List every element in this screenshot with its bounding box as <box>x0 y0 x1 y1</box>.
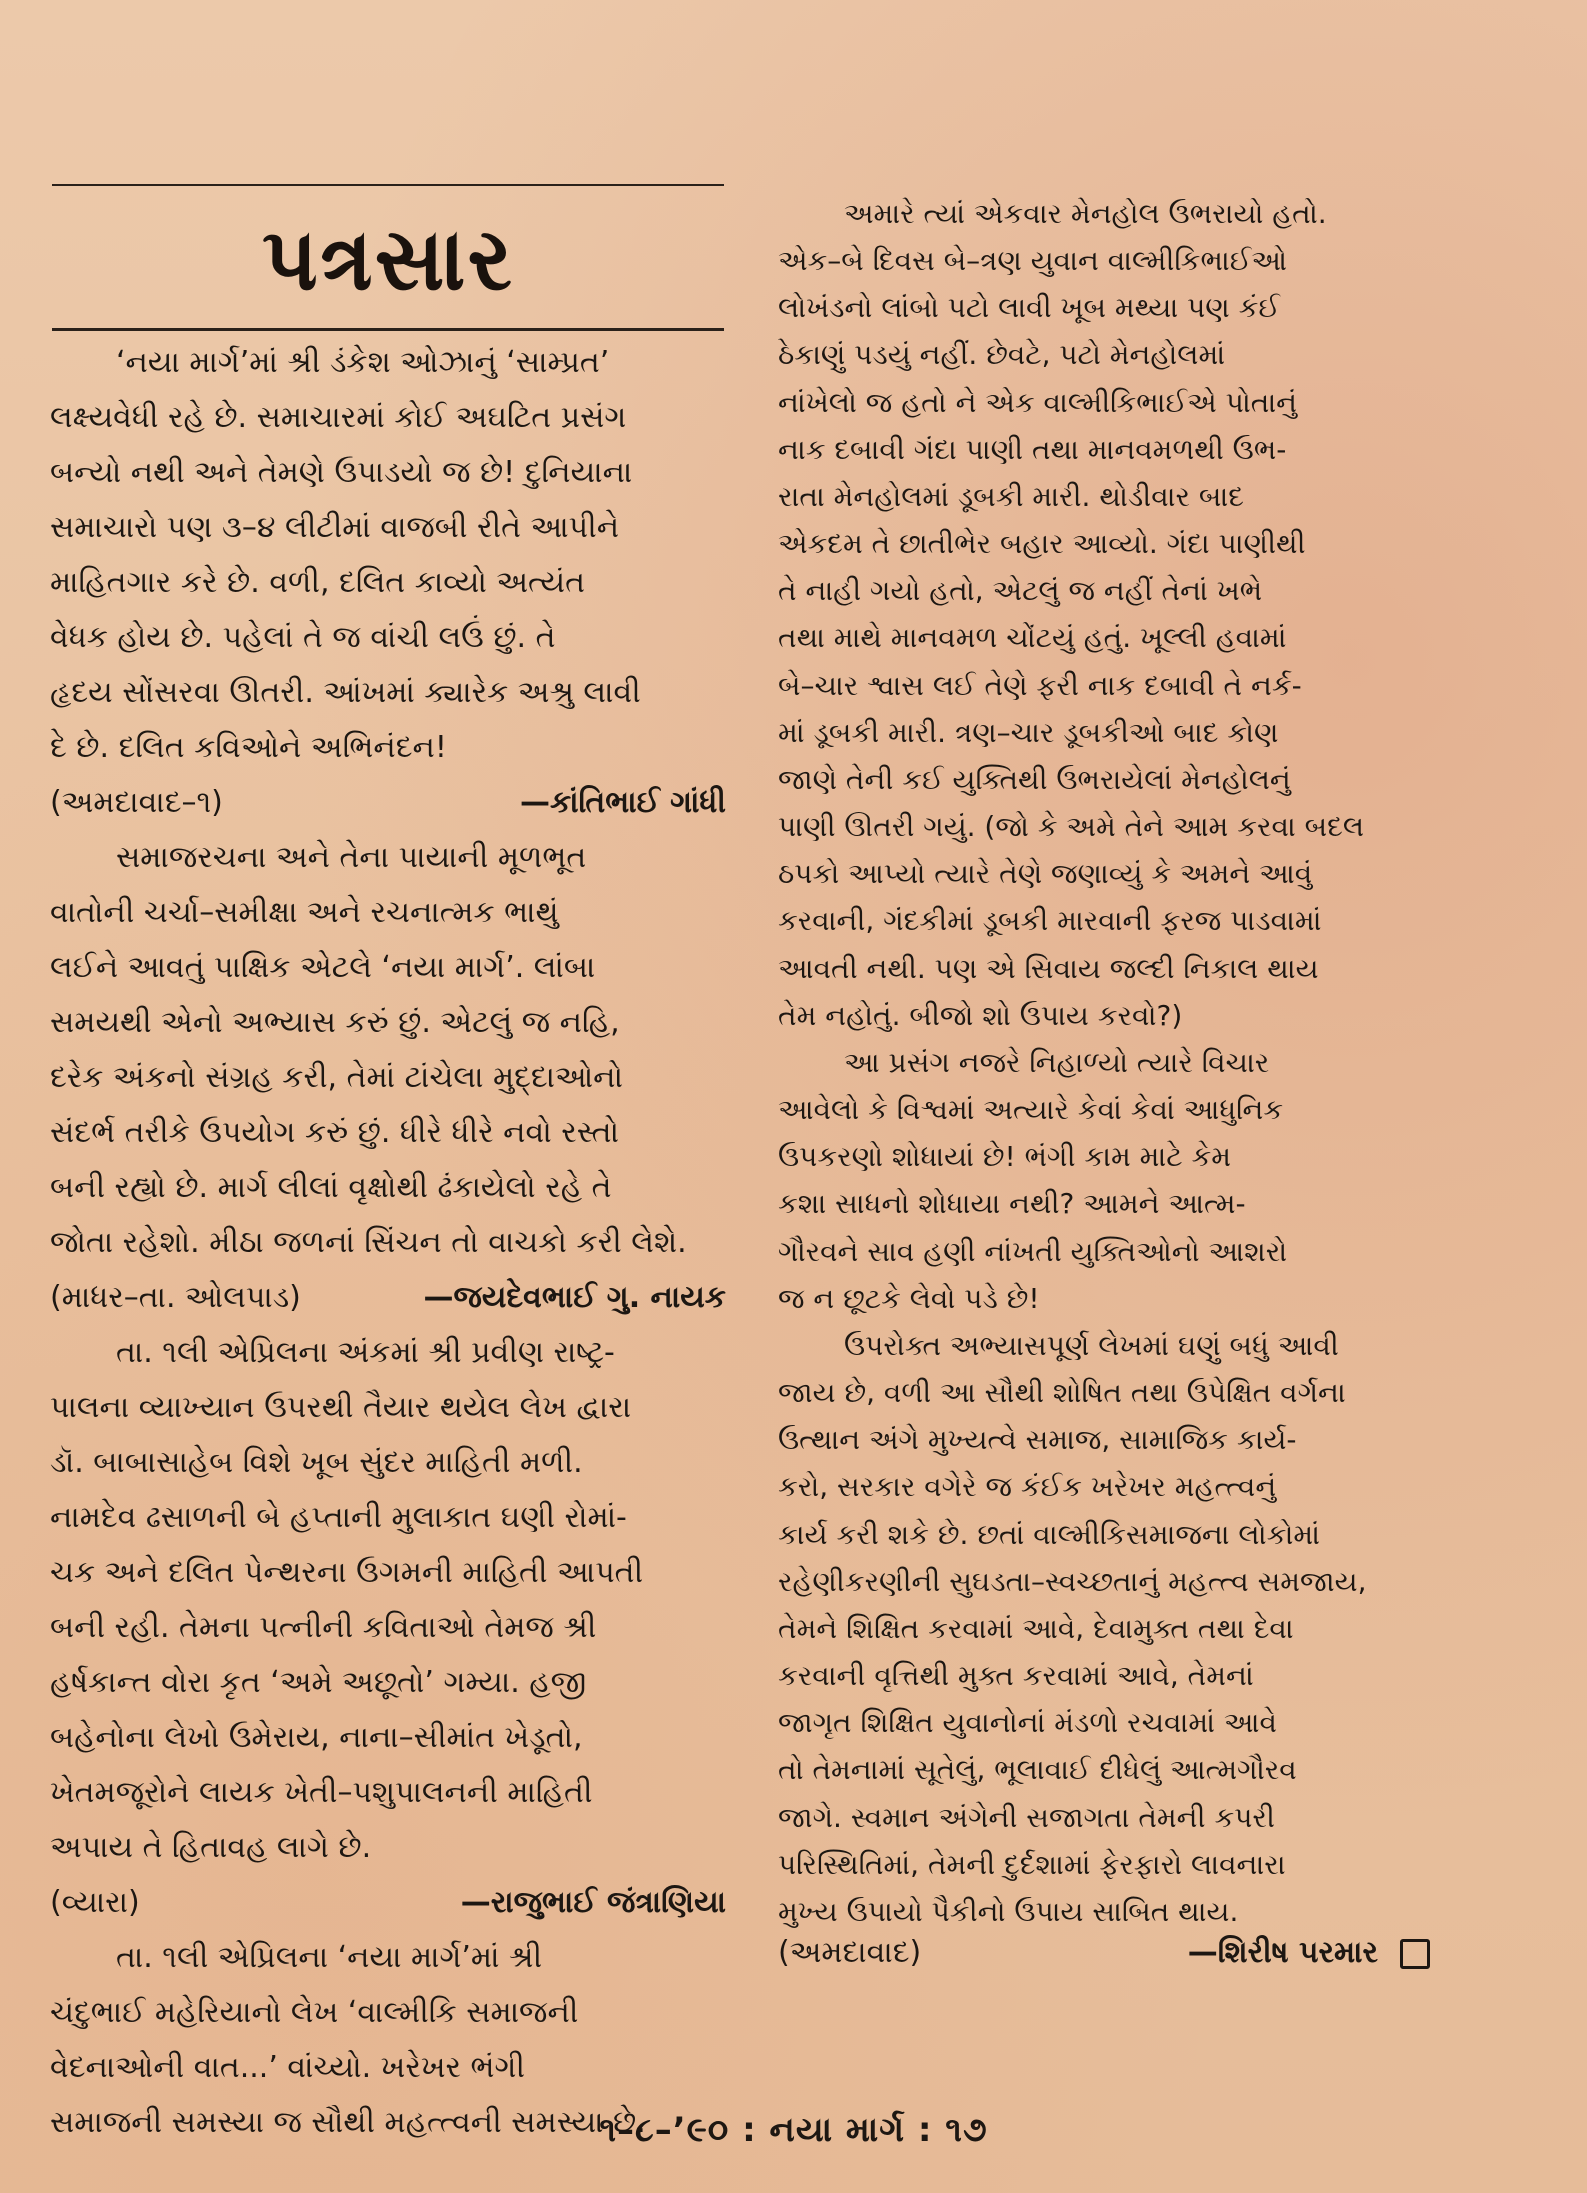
letter-line: એકદમ તે છાતીભેર બહાર આવ્યો. ગંદા પાણીથી <box>778 527 1306 561</box>
letter-line: કરવાની, ગંદકીમાં ડૂબકી મારવાની ફરજ પાડવામાં <box>778 904 1322 938</box>
letter-line: કરો, સરકાર વગેરે જ કંઈક ખરેખર મહત્ત્વનું <box>778 1470 1277 1504</box>
letter-line: ઠપકો આપ્યો ત્યારે તેણે જણાવ્યું કે અમને આવું <box>778 857 1313 891</box>
letter-line: નાંખેલો જ હતો ને એક વાલ્મીકિભાઈએ પોતાનું <box>778 385 1298 419</box>
letter-line: આ પ્રસંગ નજરે નિહાળ્યો ત્યારે વિચાર <box>844 1045 1270 1079</box>
letter-line: તેમ નહોતું. બીજો શો ઉપાય કરવો?) <box>778 998 1183 1032</box>
letter-line: એક–બે દિવસ બે–ત્રણ યુવાન વાલ્મીકિભાઈઓ <box>778 244 1287 278</box>
letter-line: આવતી નથી. પણ એ સિવાય જલ્દી નિકાલ થાય <box>778 951 1319 985</box>
letter-line: બન્યો નથી અને તેમણે ઉપાડયો જ છે! દુનિયાના <box>50 455 633 490</box>
letter-line: હૃદય સોંસરવા ઊતરી. આંખમાં ક્યારેક અશ્રુ લાવી <box>50 675 641 710</box>
letter-line: બહેનોના લેખો ઉમેરાય, નાના–સીમાંત ખેડૂતો, <box>50 1720 583 1755</box>
letter-line: જાગે. સ્વમાન અંગેની સજાગતા તેમની કપરી <box>778 1800 1275 1834</box>
letter-place: (માધર–તા. ઓલપાડ) <box>50 1280 301 1315</box>
letter-line: તા. ૧લી એપ્રિલના અંકમાં શ્રી પ્રવીણ રાષ્ટ્ર- <box>116 1335 615 1370</box>
letter-author: —જયદેવભાઈ ગુ. નાયક <box>423 1280 726 1315</box>
letter-line: નાક દબાવી ગંદા પાણી તથા માનવમળથી ઉભ- <box>778 432 1287 466</box>
letter-line: પરિસ્થિતિમાં, તેમની દુર્દશામાં ફેરફારો લાવનારા <box>778 1847 1286 1881</box>
letter-line: સમાચારો પણ ૩–૪ લીટીમાં વાજબી રીતે આપીને <box>50 510 620 545</box>
letter-line: સમાજરચના અને તેના પાયાની મૂળભૂત <box>116 840 587 875</box>
letter-line: ઉપકરણો શોધાયાં છે! ભંગી કામ માટે કેમ <box>778 1140 1232 1174</box>
letter-place: (વ્યારા) <box>50 1885 140 1920</box>
letter-author: —કાંતિભાઈ ગાંધી <box>520 785 726 820</box>
letter-line: માં ડૂબકી મારી. ત્રણ–ચાર ડૂબકીઓ બાદ કોણ <box>778 715 1279 749</box>
letter-line: જોતા રહેશો. મીઠા જળનાં સિંચન તો વાચકો કરી લેશે. <box>50 1225 687 1260</box>
letter-line: ઉપરોક્ત અભ્યાસપૂર્ણ લેખમાં ઘણું બધું આવી <box>844 1328 1339 1362</box>
letter-author: —રાજુભાઈ જંત્રાણિયા <box>460 1885 726 1920</box>
letter-line: જાય છે, વળી આ સૌથી શોષિત તથા ઉપેક્ષિત વર્ગના <box>778 1376 1346 1410</box>
letter-line: તે નાહી ગયો હતો, એટલું જ નહીં તેનાં ખભે <box>778 574 1263 608</box>
column-title: પત્રસાર <box>262 210 514 310</box>
letter-line: લઈને આવતું પાક્ષિક એટલે ‘નયા માર્ગ’. લાંબા <box>50 950 596 985</box>
letter-line: તેમને શિક્ષિત કરવામાં આવે, દેવામુક્ત તથા દેવા <box>778 1611 1294 1645</box>
letter-line: આવેલો કે વિશ્વમાં અત્યારે કેવાં કેવાં આધુનિક <box>778 1093 1284 1127</box>
letter-signature <box>50 1280 726 1320</box>
letter-line: સમાજની સમસ્યા જ સૌથી મહત્ત્વની સમસ્યા છે. <box>50 2105 646 2140</box>
letter-line: માહિતગાર કરે છે. વળી, દલિત કાવ્યો અત્યંત <box>50 565 586 600</box>
letter-line: વેધક હોય છે. પહેલાં તે જ વાંચી લઉં છું. તે <box>50 620 556 655</box>
letter-line: રહેણીકરણીની સુઘડતા–સ્વચ્છતાનું મહત્ત્વ સમજાય, <box>778 1564 1367 1598</box>
letter-line: બની રહ્યો છે. માર્ગ લીલાં વૃક્ષોથી ઢંકાયેલો રહે તે <box>50 1170 612 1205</box>
letter-line: વાતોની ચર્ચા–સમીક્ષા અને રચનાત્મક ભાથું <box>50 895 559 930</box>
letter-line: લોખંડનો લાંબો પટો લાવી ખૂબ મથ્યા પણ કંઈ <box>778 291 1280 325</box>
letter-line: લક્ષ્યવેધી રહે છે. સમાચારમાં કોઈ અઘટિત પ્રસંગ <box>50 400 627 435</box>
letter-line: જાગૃત શિક્ષિત યુવાનોનાં મંડળો રચવામાં આવે <box>778 1706 1277 1740</box>
letter-place: (અમદાવાદ) <box>778 1935 922 1970</box>
letter-line: દે છે. દલિત કવિઓને અભિનંદન! <box>50 730 447 765</box>
letter-line: રાતા મેનહોલમાં ડૂબકી મારી. થોડીવાર બાદ <box>778 479 1244 513</box>
letter-line: જ ન છૂટકે લેવો પડે છે! <box>778 1281 1040 1315</box>
end-of-article-box-icon <box>1400 1939 1430 1969</box>
letter-place: (અમદાવાદ–૧) <box>50 785 223 820</box>
letter-line: સંદર્ભ તરીકે ઉપયોગ કરું છું. ધીરે ધીરે નવો રસ્તો <box>50 1115 620 1150</box>
letter-line: ઉત્થાન અંગે મુખ્યત્વે સમાજ, સામાજિક કાર્ય- <box>778 1423 1297 1457</box>
letter-line: તો તેમનામાં સૂતેલું, ભૂલાવાઈ દીધેલું આત્મગૌરવ <box>778 1753 1297 1787</box>
letter-line: બની રહી. તેમના પત્નીની કવિતાઓ તેમજ શ્રી <box>50 1610 597 1645</box>
letter-line: ‘નયા માર્ગ’માં શ્રી ડંકેશ ઓઝાનું ‘સામ્પ્રત’ <box>116 345 610 380</box>
letter-line: પાણી ઊતરી ગયું. (જો કે અમે તેને આમ કરવા બદલ <box>778 810 1364 844</box>
letter-line: વેદનાઓની વાત...’ વાંચ્યો. ખરેખર ભંગી <box>50 2050 526 2085</box>
letter-line: ઠેકાણું પડયું નહીં. છેવટે, પટો મેનહોલમાં <box>778 338 1226 372</box>
letter-line: કશા સાધનો શોધાયા નથી? આમને આત્મ- <box>778 1187 1246 1221</box>
letter-line: ગૌરવને સાવ હણી નાંખતી યુક્તિઓનો આશરો <box>778 1234 1288 1268</box>
letter-line: કરવાની વૃત્તિથી મુક્ત કરવામાં આવે, તેમનાં <box>778 1659 1254 1693</box>
letter-author: —શિરીષ પરમાર <box>1187 1935 1378 1970</box>
letter-signature <box>778 1935 1378 1975</box>
letter-line: અપાય તે હિતાવહ લાગે છે. <box>50 1830 372 1865</box>
letter-line: ચક અને દલિત પેન્થરના ઉગમની માહિતી આપતી <box>50 1555 644 1590</box>
letter-line: પાલના વ્યાખ્યાન ઉપરથી તૈયાર થયેલ લેખ દ્વારા <box>50 1390 632 1425</box>
letter-line: તથા માથે માનવમળ ચોંટયું હતું. ખૂલ્લી હવામાં <box>778 621 1287 655</box>
letter-line: ખેતમજૂરોને લાયક ખેતી–પશુપાલનની માહિતી <box>50 1775 593 1810</box>
letter-line: ચંદુભાઈ મહેરિયાનો લેખ ‘વાલ્મીકિ સમાજની <box>50 1995 579 2030</box>
page-footer: ૧–૮–’૯૦ : નયા માર્ગ : ૧૭ <box>599 2110 988 2150</box>
letter-line: અમારે ત્યાં એકવાર મેનહોલ ઉભરાયો હતો. <box>844 197 1327 230</box>
letter-line: મુખ્ય ઉપાયો પૈકીનો ઉપાય સાબિત થાય. <box>778 1894 1239 1928</box>
letter-line: ડૉ. બાબાસાહેબ વિશે ખૂબ સુંદર માહિતી મળી. <box>50 1445 583 1480</box>
letter-line: બે–ચાર શ્વાસ લઈ તેણે ફરી નાક દબાવી તે નર્ક- <box>778 668 1302 702</box>
title-bottom-rule <box>52 328 724 331</box>
letter-line: હર્ષકાન્ત વોરા કૃત ‘અમે અછૂતો’ ગમ્યા. હજી <box>50 1665 587 1700</box>
letter-line: કાર્ય કરી શકે છે. છતાં વાલ્મીકિસમાજના લોકોમાં <box>778 1517 1321 1551</box>
letter-signature <box>50 785 726 825</box>
letter-signature <box>50 1885 726 1925</box>
letter-line: નામદેવ ઢસાળની બે હપ્તાની મુલાકાત ઘણી રોમાં- <box>50 1500 627 1535</box>
title-top-rule <box>52 184 724 186</box>
letter-line: તા. ૧લી એપ્રિલના ‘નયા માર્ગ’માં શ્રી <box>116 1940 543 1975</box>
letter-line: જાણે તેની કઈ યુક્તિથી ઉભરાયેલાં મેનહોલનું <box>778 762 1291 796</box>
letter-line: દરેક અંકનો સંગ્રહ કરી, તેમાં ટાંચેલા મુદ્દાઓનો <box>50 1060 624 1095</box>
letter-line: સમયથી એનો અભ્યાસ કરું છું. એટલું જ નહિ, <box>50 1005 620 1040</box>
